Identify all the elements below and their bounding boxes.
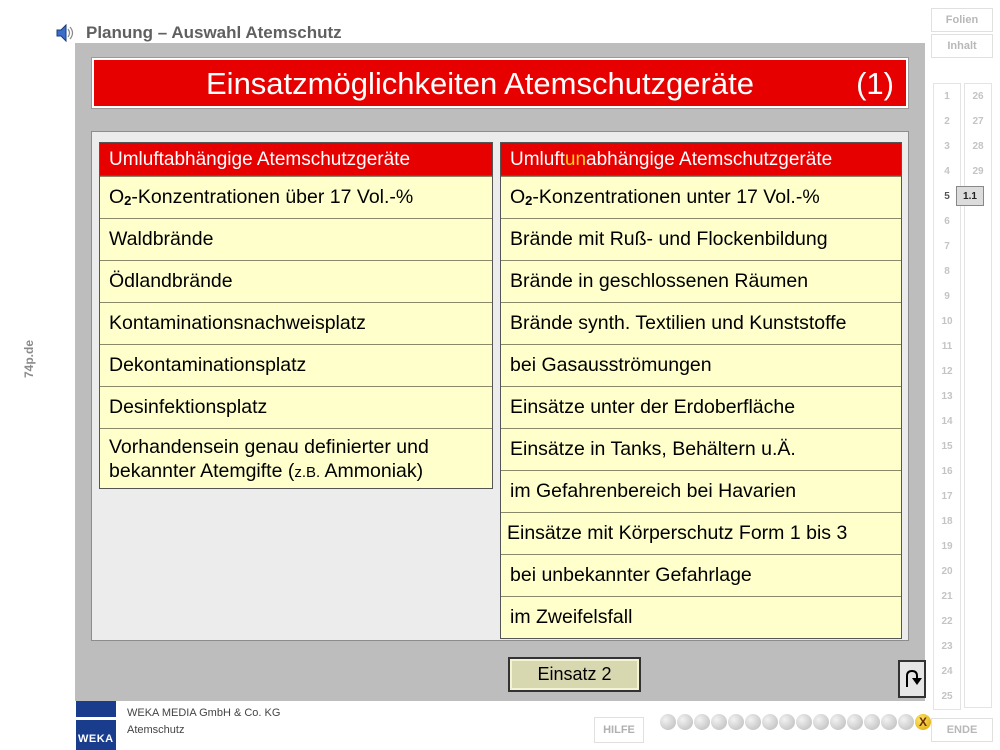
right-table [500,142,902,639]
next-slide-button[interactable]: Einsatz 2 [508,657,641,692]
left-table-heading: Umluftabhängige Atemschutzgeräte [100,143,492,176]
right-row: im Gefahrenbereich bei Havarien [501,470,901,512]
slide-link[interactable]: 22 [941,616,953,627]
company-name: WEKA MEDIA GmbH & Co. KG [127,707,281,719]
right-row: Einsätze in Tanks, Behältern u.Ä. [501,428,901,470]
left-table [99,142,493,489]
left-row-last [100,428,492,488]
right-row: bei Gasausströmungen [501,344,901,386]
slide-link[interactable]: 27 [972,116,984,127]
progress-dot [847,714,863,730]
right-table-heading [501,143,901,176]
heading-post: abhängige Atemschutzgeräte [586,149,833,170]
slide-link[interactable]: 8 [944,266,950,277]
progress-dot [796,714,812,730]
o2-subscript: 2 [525,193,533,208]
left-row: Dekontaminationsplatz [100,344,492,386]
right-row: Brände in geschlossenen Räumen [501,260,901,302]
exit-dot-button[interactable]: X [915,714,931,730]
slide-link[interactable]: 9 [944,291,950,302]
slide-link[interactable]: 3 [944,141,950,152]
right-row: Brände synth. Textilien und Kunststoffe [501,302,901,344]
inhalt-button[interactable]: Inhalt [931,34,993,58]
slide-title-bar [92,58,908,108]
slide-link[interactable]: 16 [941,466,953,477]
slide-link[interactable]: 25 [941,691,953,702]
progress-dot [864,714,880,730]
slide-link[interactable]: 19 [941,541,953,552]
o2-text: -Konzentrationen über 17 Vol.-% [131,186,414,208]
help-button[interactable]: HILFE [594,717,644,743]
slide-link[interactable]: 12 [941,366,953,377]
slide-link[interactable]: 7 [944,241,950,252]
o2-prefix: O [109,186,125,208]
progress-dot [762,714,778,730]
left-row: Desinfektionsplatz [100,386,492,428]
slide-link[interactable]: 21 [941,591,953,602]
slide-list-left [933,83,961,710]
current-subslide-badge[interactable]: 1.1 [956,186,984,206]
slide-link[interactable]: 13 [941,391,953,402]
progress-dot [728,714,744,730]
progress-dot [677,714,693,730]
slide-link[interactable]: 2 [944,116,950,127]
weka-logo: WEKA [76,701,116,750]
slide-link[interactable]: 6 [944,216,950,227]
slide-list-right [964,83,992,708]
slide-link[interactable]: 15 [941,441,953,452]
slide-link[interactable]: 10 [941,316,953,327]
o2-prefix: O [510,186,526,208]
left-row: Waldbrände [100,218,492,260]
progress-dot [660,714,676,730]
progress-dot [745,714,761,730]
slide-link[interactable]: 1 [944,91,950,102]
folien-button[interactable]: Folien [931,8,993,32]
header-title: Planung – Auswahl Atemschutz [86,23,342,42]
progress-dot [813,714,829,730]
slide-number: (1) [856,66,894,101]
slide-link[interactable]: 28 [972,141,984,152]
speaker-icon[interactable] [54,22,76,44]
progress-dot [898,714,914,730]
slide-link[interactable]: 17 [941,491,953,502]
right-row: Einsätze mit Körperschutz Form 1 bis 3 [501,512,901,554]
slide-link[interactable]: 26 [972,91,984,102]
slide-link[interactable]: 29 [972,166,984,177]
slide-title: Einsatzmöglichkeiten Atemschutzgeräte [206,66,754,101]
slide-link[interactable]: 23 [941,641,953,652]
product-name: Atemschutz [127,724,185,736]
progress-dot [711,714,727,730]
return-arrow-icon [902,667,922,691]
right-row-o2 [501,176,901,218]
slide-link[interactable]: 4 [944,166,950,177]
progress-dot [779,714,795,730]
last-item-end: Ammoniak) [320,459,424,482]
progress-dots [660,714,931,730]
last-item-small: z.B. [294,463,321,481]
progress-dot [830,714,846,730]
heading-pre: Umluft [510,149,565,170]
watermark: 74p.de [22,339,36,378]
slide-link[interactable]: 18 [941,516,953,527]
slide-link[interactable]: 14 [941,416,953,427]
back-button[interactable] [898,660,926,698]
right-row: Brände mit Ruß- und Flockenbildung [501,218,901,260]
o2-text: -Konzentrationen unter 17 Vol.-% [532,186,820,208]
end-button[interactable]: ENDE [931,718,993,742]
slide-link[interactable]: 24 [941,666,953,677]
left-row: Kontaminationsnachweisplatz [100,302,492,344]
slide-link-current[interactable]: 5 [944,191,950,202]
left-row-o2 [100,176,492,218]
progress-dot [881,714,897,730]
left-row: Ödlandbrände [100,260,492,302]
last-item-main: Vorhandensein genau definierter und bekannter Atemgifte ( [109,435,429,482]
right-row: im Zweifelsfall [501,596,901,638]
right-row: bei unbekannter Gefahrlage [501,554,901,596]
heading-accent: un [564,149,587,170]
progress-dot [694,714,710,730]
slide-link[interactable]: 11 [941,341,953,352]
slide-link[interactable]: 20 [941,566,953,577]
right-row: Einsätze unter der Erdoberfläche [501,386,901,428]
o2-subscript: 2 [124,193,132,208]
